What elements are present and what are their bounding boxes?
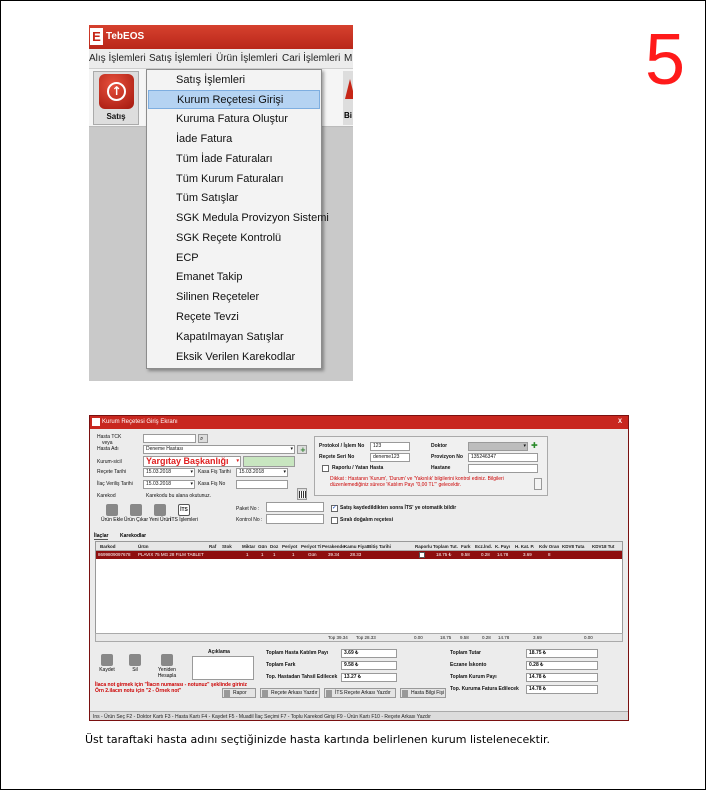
dropdown-item-sgk-medula[interactable]: SGK Medula Provizyon Sistemi	[176, 212, 329, 224]
menu-satis-islemleri[interactable]: Satış İşlemleri	[149, 53, 212, 64]
recete-arkasi-label: Reçete Arkası Yazdır	[271, 690, 318, 696]
menu-alis-islemleri[interactable]: Alış İşlemleri	[89, 53, 146, 64]
barcode-button[interactable]	[297, 488, 307, 500]
doktor-select[interactable]	[468, 442, 528, 451]
footer-perakende-total: Top 39.34	[328, 635, 348, 640]
col-raf[interactable]: Raf	[209, 544, 217, 549]
partial-ribbon-label: Bi	[344, 111, 352, 120]
col-toplam-tutar[interactable]: Toplam Tut.	[433, 544, 458, 549]
urun-cikar-label: Ürün Çıkar	[123, 517, 149, 523]
dropdown-item-satis-islemleri[interactable]: Satış İşlemleri	[176, 74, 246, 86]
footer-raporlu: 0.00	[414, 635, 423, 640]
col-perakende[interactable]: Perakende	[322, 544, 345, 549]
cell-h-kat-p: 3.69	[523, 552, 532, 557]
provizyon-label: Provizyon No	[431, 454, 463, 460]
note-line-2: Örn 2.ilacın notu için "2 - Örnek not"	[95, 688, 182, 694]
add-doctor-icon[interactable]: ✚	[531, 441, 538, 450]
cell-periyot: 1	[292, 552, 295, 557]
toplam-tutar-value: 18.75 ₺	[526, 649, 598, 658]
window-titlebar	[90, 416, 628, 429]
col-periyot[interactable]: Periyot	[282, 544, 298, 549]
menu-urun-islemleri[interactable]: Ürün İşlemleri	[216, 53, 278, 64]
urun-ekle-label: Ürün Ekle	[101, 517, 123, 523]
hasta-tck-label: Hasta TCK	[97, 434, 122, 440]
hastadan-tahsil-value: 13.27 ₺	[341, 673, 397, 682]
col-kdv8-tutar[interactable]: KDV8 Tuta	[562, 544, 585, 549]
kasa-fis-no-label: Kasa Fiş No	[198, 481, 226, 487]
kasa-fis-no-input[interactable]	[236, 480, 288, 489]
dropdown-item-emanet-takip[interactable]: Emanet Takip	[176, 271, 243, 283]
footer-fark: 9.58	[460, 635, 469, 640]
ilac-verilis-label: İlaç Veriliş Tarihi	[97, 481, 133, 487]
footer-kdv: 0.00	[584, 635, 593, 640]
app-titlebar	[89, 25, 353, 49]
table-row[interactable]	[96, 551, 622, 559]
its-recete-arkasi-button[interactable]	[324, 688, 396, 698]
sil-button[interactable]	[124, 652, 146, 674]
warning-scroll[interactable]	[534, 478, 542, 490]
recete-tarihi-picker[interactable]: 15.03.2018 ▾	[143, 468, 195, 477]
yeni-urun-label: Yeni Ürün	[149, 517, 171, 523]
footer-kamu-total: Top 28.33	[356, 635, 376, 640]
kuruma-fatura-value: 14.78 ₺	[526, 685, 598, 694]
sil-label: Sil	[132, 667, 138, 673]
cell-toplam-tutar: 18.75 ₺	[436, 552, 452, 557]
new-product-icon	[154, 504, 166, 516]
window-icon	[92, 418, 100, 426]
karekod-label: Karekod	[97, 493, 116, 499]
arrow-up-circle-icon: ↑	[99, 74, 134, 109]
aciklama-label: Açıklama	[208, 649, 230, 655]
col-stok[interactable]: Stok	[222, 544, 232, 549]
yeniden-hesapla-label: Yeniden Hesapla	[157, 667, 177, 679]
cell-ecz-ind: 0.28	[481, 552, 490, 557]
its-auto-checkbox[interactable]	[331, 505, 338, 512]
eczane-iskonto-label: Eczane İskonto	[450, 662, 487, 668]
col-k-payi[interactable]: K. Payı	[495, 544, 511, 549]
veya-label: veya	[102, 440, 113, 446]
col-bitis-tarihi[interactable]: Bitiş Tarihi	[368, 544, 391, 549]
hasta-bilgi-fisi-label: Hasta Bilgi Fişi	[411, 690, 445, 696]
hastane-label: Hastane	[431, 465, 451, 471]
dropdown-item-sgk-recete-kontrolu[interactable]: SGK Reçete Kontrolü	[176, 232, 282, 244]
tebeos-menu-screenshot	[89, 25, 353, 381]
col-raporlu[interactable]: Raporlu	[415, 544, 433, 549]
kaydet-label: Kaydet	[99, 667, 115, 673]
tab-ilaclar[interactable]: İlaçlar	[94, 533, 109, 539]
its-print-icon	[326, 690, 332, 697]
sirali-label: Sıralı doğalım reçetesi	[340, 517, 394, 523]
hastane-input[interactable]	[468, 464, 538, 473]
dropdown-item-ecp[interactable]: ECP	[176, 252, 199, 264]
remove-product-icon	[130, 504, 142, 516]
footer-ecz-ind: 0.28	[482, 635, 491, 640]
sirali-checkbox[interactable]	[331, 517, 338, 524]
calculator-icon	[161, 654, 173, 666]
note-line-1: İlaca not girmek için "İlacın numarası - notunuz" şeklinde giriniz	[95, 682, 247, 688]
dropdown-item-eksik-verilen-karekodlar[interactable]: Eksik Verilen Karekodlar	[176, 351, 296, 363]
satis-ribbon-label: Satış	[106, 112, 126, 121]
paket-no-input[interactable]	[266, 502, 324, 512]
recete-seri-label: Reçete Seri No	[319, 454, 355, 460]
rapor-label: Rapor	[233, 690, 247, 696]
dropdown-item-tum-iade-faturalari[interactable]: Tüm İade Faturaları	[176, 153, 273, 165]
plus-icon: +	[300, 446, 306, 454]
toplam-katilim-label: Toplam Hasta Katılım Payı	[266, 650, 329, 656]
add-product-icon	[106, 504, 118, 516]
kurum-recetesi-window	[89, 415, 629, 721]
cell-fark: 9.58	[461, 552, 470, 557]
ilac-grid	[95, 541, 623, 641]
col-miktar[interactable]: Miktar	[242, 544, 256, 549]
cell-kdv-oran: 8	[548, 552, 551, 557]
cell-gun: 1	[261, 552, 264, 557]
col-kdv18-tutar[interactable]: KDV18 Tut	[592, 544, 615, 549]
satis-islemleri-dropdown	[146, 69, 329, 369]
col-urun[interactable]: Ürün	[138, 544, 149, 549]
col-fark[interactable]: Fark	[461, 544, 471, 549]
its-recete-arkasi-label: İTS Reçete Arkası Yazdır	[335, 690, 391, 696]
toplam-katilim-value: 3.69 ₺	[341, 649, 397, 658]
partial-ribbon-button[interactable]	[343, 71, 353, 125]
kurum-select[interactable]: Yargıtay Başkanlığı ▾	[143, 456, 241, 467]
recete-tarihi-label: Reçete Tarihi	[97, 469, 127, 475]
toplam-tutar-label: Toplam Tutar	[450, 650, 481, 656]
dropdown-item-tum-satislar[interactable]: Tüm Satışlar	[176, 192, 239, 204]
col-barkod[interactable]: Barkod	[100, 544, 116, 549]
grid-footer	[95, 633, 623, 642]
hasta-tck-input[interactable]	[143, 434, 196, 443]
save-icon	[101, 654, 113, 666]
trash-icon	[129, 654, 141, 666]
eczane-iskonto-value: 0.28 ₺	[526, 661, 598, 670]
warning-icon	[345, 79, 353, 99]
cell-urun: PLAVIX 75 MG 28 FILM TABLET	[138, 552, 204, 557]
toplam-kurum-payi-value: 14.78 ₺	[526, 673, 598, 682]
hasta-adi-label: Hasta Adı	[97, 446, 119, 452]
search-icon: ⌕	[200, 435, 204, 442]
search-button[interactable]	[198, 434, 208, 443]
dropdown-item-tum-kurum-faturalari[interactable]: Tüm Kurum Faturaları	[176, 173, 284, 185]
raporlu-label: Raporlu / Yatan Hasta	[332, 465, 384, 471]
col-gun[interactable]: Gün	[258, 544, 267, 549]
dropdown-item-recete-tevzi[interactable]: Reçete Tevzi	[176, 311, 239, 323]
protokol-input[interactable]: 123	[370, 442, 410, 451]
raporlu-checkbox[interactable]	[322, 465, 329, 472]
ilac-verilis-picker[interactable]: 15.03.2018 ▾	[143, 480, 195, 489]
shortcut-status-bar: Ins - Ürün Seç F2 - Doktor Kartı F3 - Hasta Kartı F4 - Kaydet F5 - Muadil İlaç Seçimi F7 - Toplu Karekod Girişi F9 - Ürün Kartı F10 - Reçete Arkası Yazdır	[90, 711, 628, 721]
col-kdv-oran[interactable]: Kdv Oran	[539, 544, 560, 549]
menu-cari-islemleri[interactable]: Cari İşlemleri	[282, 53, 341, 64]
toplam-fark-label: Toplam Fark	[266, 662, 296, 668]
kurum-sicil-label: Kurum-sicil	[97, 459, 122, 465]
cell-barkod: 8699809097678	[98, 552, 131, 557]
instruction-caption: Üst taraftaki hasta adını seçtiğinizde hasta kartında belirlenen kurum listelenecektir.	[85, 733, 551, 746]
footer-h-kat-p: 3.69	[533, 635, 542, 640]
dropdown-item-kuruma-fatura-olustur[interactable]: Kuruma Fatura Oluştur	[176, 113, 288, 125]
warning-text: Dikkat : Hastanın 'Kurum', 'Durum' ve 'Yakınlık' bilgilerini kontrol ediniz. Bilgileri düzenlemediğiniz sürece 'Katılım Payı "0,00 TL"' gelecektir.	[330, 476, 504, 488]
hasta-bilgi-fisi-button[interactable]	[400, 688, 446, 698]
cell-doz: 1	[273, 552, 276, 557]
window-title: Kurum Reçetesi Giriş Ekranı	[102, 419, 178, 425]
dropdown-item-kapatilmayan-satislar[interactable]: Kapatılmayan Satışlar	[176, 331, 284, 343]
tab-karekodlar[interactable]: Karekodlar	[120, 533, 147, 539]
dropdown-item-silinen-receteler[interactable]: Silinen Reçeteler	[176, 291, 260, 303]
toplam-kurum-payi-label: Toplam Kurum Payı	[450, 674, 497, 680]
dropdown-item-iade-fatura[interactable]: İade Fatura	[176, 133, 233, 145]
app-title: TebEOS	[106, 31, 145, 42]
its-icon: İTS	[178, 504, 190, 516]
kontrol-no-input[interactable]	[266, 514, 324, 524]
step-number: 5	[644, 20, 686, 100]
receipt-icon	[402, 690, 408, 697]
aciklama-textarea[interactable]	[192, 656, 254, 680]
satis-ribbon-button[interactable]	[93, 71, 139, 125]
cell-perakende: 39.34	[328, 552, 340, 557]
protokol-label: Protokol / İşlem No	[319, 443, 365, 449]
footer-toplam: 18.75	[440, 635, 452, 640]
provizyon-input[interactable]: 135246347	[468, 453, 538, 462]
kasa-fis-tarihi-label: Kasa Fiş Tarihi	[198, 469, 231, 475]
cell-periyot-tipi: Gün	[308, 552, 317, 557]
kaydet-button[interactable]	[96, 652, 118, 674]
menubar	[89, 49, 353, 69]
sicil-input[interactable]	[243, 456, 295, 467]
row-raporlu-checkbox[interactable]	[419, 552, 425, 558]
hastadan-tahsil-label: Top. Hastadan Tahsil Edilecek	[266, 674, 338, 680]
doktor-label: Doktor	[431, 443, 448, 449]
its-auto-label: Satış kaydedildikten sonra İTS' ye otomatik bildir	[340, 505, 457, 511]
tebeos-logo-icon: E	[90, 28, 103, 45]
cell-miktar: 1	[246, 552, 249, 557]
col-h-kat-p[interactable]: H. Kat. P.	[515, 544, 535, 549]
cell-kamu-fiyat: 28.33	[350, 552, 362, 557]
hasta-adi-select[interactable]: Deneme Hastası ▾	[143, 445, 295, 454]
col-ecz-ind[interactable]: Ecz.İnd.	[475, 544, 493, 549]
rapor-button[interactable]	[222, 688, 256, 698]
recete-arkasi-yazdir-button[interactable]	[260, 688, 320, 698]
barcode-icon	[299, 491, 306, 498]
karekod-input[interactable]: Karekodu bu alana okutunuz.	[143, 492, 295, 501]
kasa-fis-tarihi-picker[interactable]: 15.03.2018 ▾	[236, 468, 288, 477]
kontrol-no-label: Kontrol No :	[236, 517, 263, 523]
recete-seri-input[interactable]: deneme123	[370, 453, 410, 462]
col-periyot-tipi[interactable]: Periyot Ti	[301, 544, 322, 549]
add-patient-button[interactable]	[297, 445, 307, 454]
footer-k-payi: 14.78	[498, 635, 510, 640]
grid-header	[96, 542, 622, 551]
col-kamu-fiyat[interactable]: Kamu Fiyat	[344, 544, 369, 549]
close-icon[interactable]: X	[618, 419, 623, 425]
its-islemleri-label: İTS İşlemleri	[170, 517, 198, 523]
toplam-fark-value: 9.58 ₺	[341, 661, 397, 670]
its-islemleri-button[interactable]	[170, 502, 198, 524]
report-icon	[224, 690, 230, 697]
printer-icon	[262, 690, 268, 697]
dropdown-item-kurum-recetesi-girisi[interactable]: Kurum Reçetesi Girişi	[148, 90, 320, 109]
col-doz[interactable]: Doz	[270, 544, 279, 549]
menu-more[interactable]: M	[344, 53, 353, 64]
kuruma-fatura-label: Top. Kuruma Fatura Edilecek	[450, 686, 519, 692]
cell-k-payi: 14.78	[497, 552, 509, 557]
paket-no-label: Paket No :	[236, 506, 260, 512]
yeniden-hesapla-button[interactable]	[156, 652, 178, 679]
